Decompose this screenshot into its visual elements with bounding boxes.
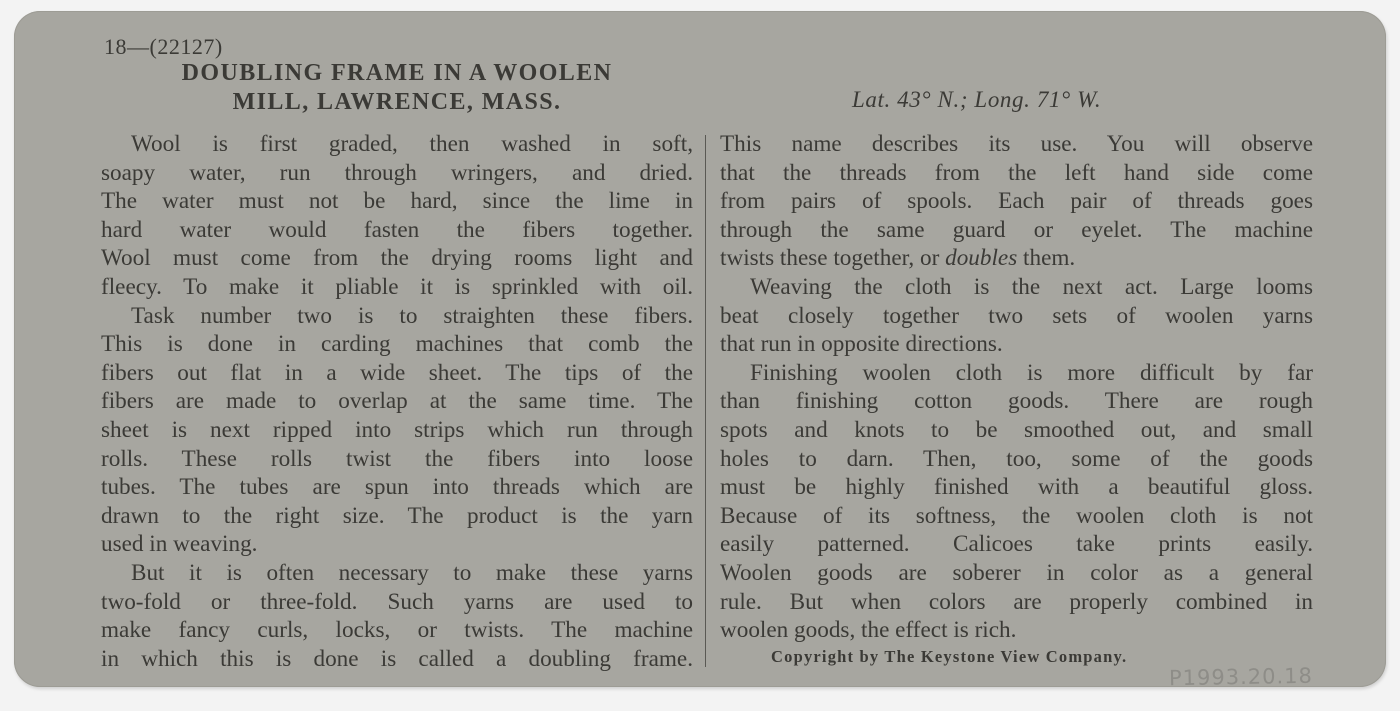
text-line: Task number two is to straighten these fibers.: [131, 302, 693, 329]
text-line: Finishing woolen cloth is more difficult by far: [750, 359, 1313, 386]
text-line: in which this is done is called a doubling frame.: [101, 645, 693, 672]
right-text-column: [720, 130, 1313, 645]
text-line: rule. But when colors are properly combined in: [720, 588, 1313, 615]
text-line: spots and knots to be smoothed out, and small: [720, 416, 1313, 443]
text-line: that run in opposite directions.: [720, 331, 1003, 358]
text-line: must be highly finished with a beautiful gloss.: [720, 474, 1313, 501]
text-line: make fancy curls, locks, or twists. The machine: [101, 617, 693, 644]
text-line: Woolen goods are soberer in color as a general: [720, 559, 1313, 586]
text-line: [720, 244, 1313, 273]
text-line: This name describes its use. You will observe: [720, 131, 1313, 157]
text-line: fibers out flat in a wide sheet. The tips of the: [101, 359, 693, 386]
text-line: The water must not be hard, since the lime in: [101, 188, 693, 215]
text-line: woolen goods, the effect is rich.: [720, 617, 1017, 644]
text-line: than finishing cotton goods. There are rough: [720, 388, 1313, 415]
text-line: This is done in carding machines that comb the: [101, 331, 693, 358]
italic-word: doubles: [945, 245, 1018, 272]
text-line: Weaving the cloth is the next act. Large looms: [750, 273, 1313, 300]
stereograph-card-back: [14, 11, 1386, 691]
text-line: easily patterned. Calicoes take prints easily.: [720, 531, 1313, 558]
text-line: soapy water, run through wringers, and dried.: [101, 159, 693, 186]
text-line: Wool must come from the drying rooms light and: [101, 245, 693, 272]
text-fragment: twists these together, or: [720, 245, 946, 272]
title-line-1: DOUBLING FRAME IN A WOOLEN: [181, 60, 613, 86]
text-line: tubes. The tubes are spun into threads which are: [101, 474, 693, 501]
text-line: through the same guard or eyelet. The machine: [720, 216, 1313, 243]
text-line: beat closely together two sets of woolen yarns: [720, 302, 1313, 329]
text-line: sheet is next ripped into strips which run through: [101, 416, 693, 443]
text-line: used in weaving.: [101, 531, 258, 558]
text-line: fleecy. To make it pliable it is sprinkled with oil.: [101, 273, 693, 300]
copyright-notice: Copyright by The Keystone View Company.: [771, 647, 1128, 666]
text-line: that the threads from the left hand side come: [720, 159, 1313, 186]
text-line: from pairs of spools. Each pair of threads goes: [720, 188, 1313, 215]
text-line: two-fold or three-fold. Such yarns are used to: [101, 588, 693, 615]
card-title: [102, 59, 692, 117]
text-line: holes to darn. Then, too, some of the goods: [720, 445, 1313, 472]
text-line: Because of its softness, the woolen cloth is not: [720, 502, 1313, 529]
column-divider: [705, 135, 706, 667]
text-fragment: them.: [1017, 245, 1076, 272]
left-text-column: [101, 130, 693, 673]
title-line-2: MILL, LAWRENCE, MASS.: [232, 89, 562, 115]
text-line: Wool is first graded, then washed in soft,: [131, 131, 693, 157]
lat-long: Lat. 43° N.; Long. 71° W.: [852, 87, 1102, 112]
text-line: rolls. These rolls twist the fibers into loose: [101, 445, 693, 472]
text-line: hard water would fasten the fibers together.: [101, 216, 693, 243]
text-line: But it is often necessary to make these yarns: [131, 559, 693, 586]
accession-number: P1993.20.18: [1168, 663, 1314, 691]
catalog-number: 18—(22127): [104, 34, 223, 59]
text-line: drawn to the right size. The product is the yarn: [101, 502, 693, 529]
text-line: fibers are made to overlap at the same time. The: [101, 388, 693, 415]
